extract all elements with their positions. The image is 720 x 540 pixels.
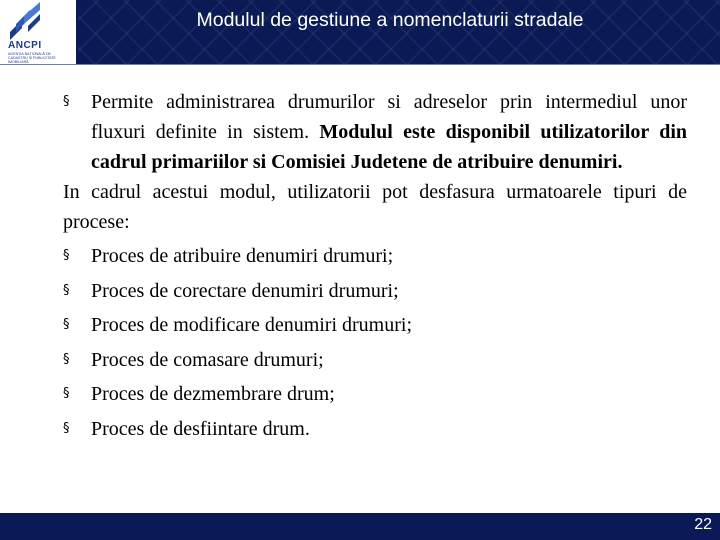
bullet-icon: § [63,282,70,298]
header-bar [0,0,720,65]
list-item-text: Proces de dezmembrare drum; [91,383,335,405]
logo-text: ANCPI [8,40,42,51]
process-list [63,241,687,448]
bullet-icon: § [63,94,70,109]
bullet-icon: § [63,317,70,332]
logo [0,0,78,64]
page-number: 22 [694,516,712,533]
bullet-icon: § [63,386,70,401]
footer-bar [0,513,720,540]
list-item [63,379,687,414]
list-item [63,414,687,449]
list-item-text: Proces de atribuire denumiri drumuri; [91,245,394,267]
bullet-icon: § [63,420,70,436]
list-item [63,345,687,380]
list-item-text: Proces de comasare drumuri; [91,348,324,371]
list-item-text: Proces de modificare denumiri drumuri; [91,314,413,336]
list-item [63,241,687,276]
intro-bullet [63,87,687,177]
bullet-icon: § [63,351,70,367]
logo-subtext: AGENȚIA NAȚIONALĂ DE CADASTRU ȘI PUBLICITATE IMOBILIARĂ [8,52,56,64]
page-title: Modulul de gestiune a nomenclaturii stradale [196,9,584,31]
slide-content [63,87,687,448]
list-item-text: Proces de desfiintare drum. [91,417,310,440]
list-item [63,310,687,345]
ancpi-logo-icon [6,2,46,40]
intro-paragraph: In cadrul acestui modul, utilizatorii pot desfasura urmatoarele tipuri de procese: [63,181,687,233]
list-item [63,276,687,311]
intro-text-bold: Modulul este disponibil utilizatorilor din cadrul primariilor si Comisiei Judetene de atribuire denumiri. [91,121,688,173]
intro-text: Permite administrarea drumurilor si adreselor prin intermediul unor fluxuri definite in sistem. [91,91,687,143]
bullet-icon: § [63,248,70,263]
list-item-text: Proces de corectare denumiri drumuri; [91,279,399,302]
